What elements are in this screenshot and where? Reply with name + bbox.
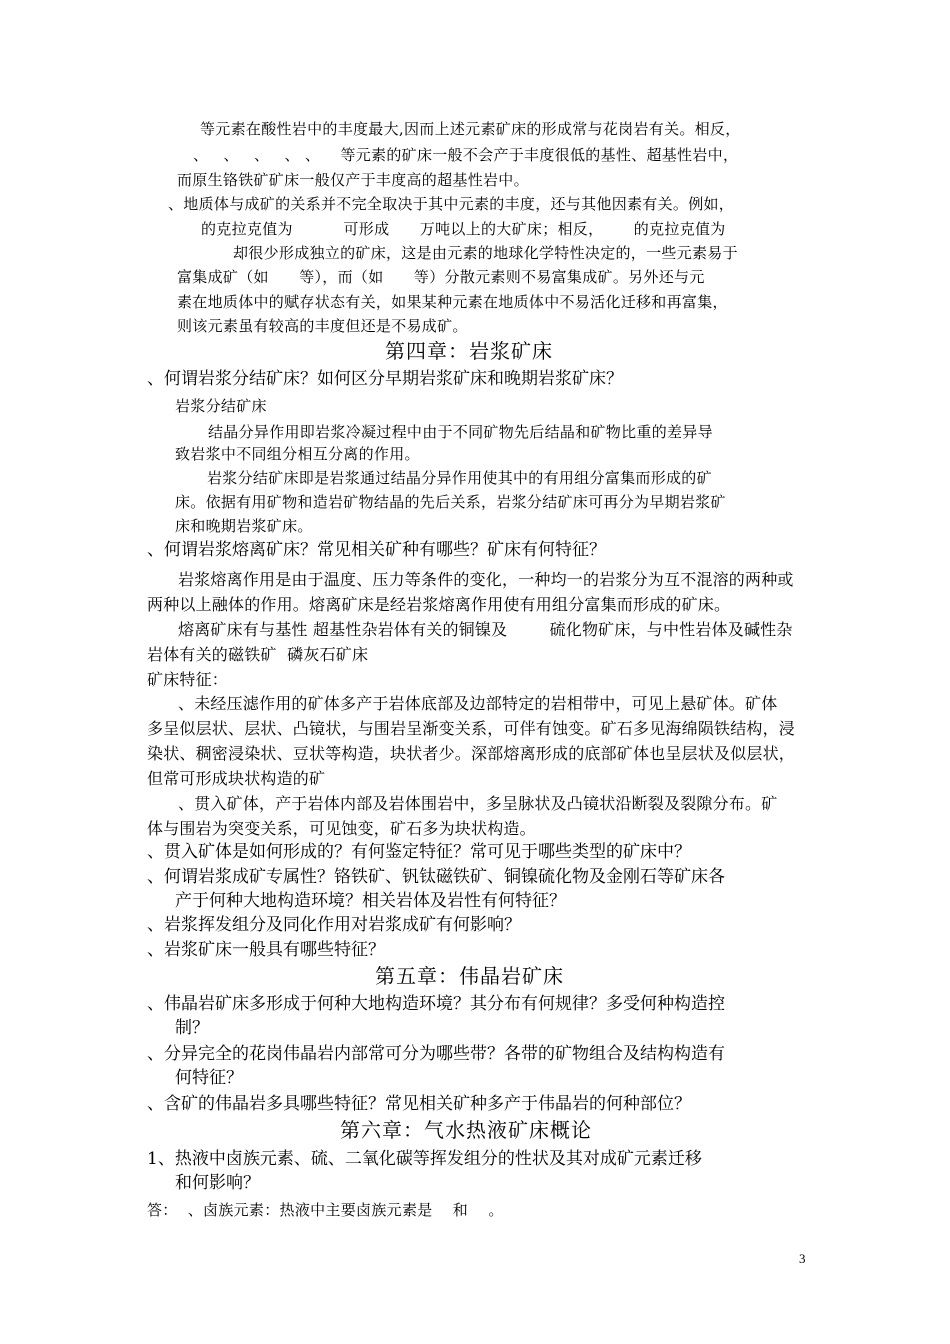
body-text-line: 染状、稠密浸染状、豆状等构造，块状者少。深部熔离形成的底部矿体也呈层状及似层状，	[147, 744, 796, 763]
question-line: 、贯入矿体是如何形成的？有何鉴定特征？常可见于哪些类型的矿床中？	[147, 842, 691, 862]
body-text-line: 床和晚期岩浆矿床。	[175, 517, 313, 535]
body-text-line: 矿床特征：	[147, 670, 229, 689]
body-text-line: 体与围岩为突变关系，可见蚀变，矿石多为块状构造。	[147, 819, 536, 838]
question-line: 、何谓岩浆熔离矿床？常见相关矿种有哪些？矿床有何特征？	[147, 540, 606, 560]
body-text-line: 两种以上融体的作用。熔离矿床是经岩浆熔离作用使有用组分富集而形成的矿床。	[147, 595, 731, 614]
question-line: 、岩浆挥发组分及同化作用对岩浆成矿有何影响？	[147, 915, 521, 935]
question-line: 和何影响？	[175, 1173, 260, 1193]
body-text-line: 岩浆熔离作用是由于温度、压力等条件的变化，一种均一的岩浆分为互不混溶的两种或	[178, 570, 794, 589]
body-text-line: 致岩浆中不同组分相互分离的作用。	[175, 445, 420, 463]
question-line: 制？	[175, 1018, 209, 1038]
chapter-heading: 第五章：伟晶岩矿床	[375, 964, 564, 988]
question-line: 、分异完全的花岗伟晶岩内部常可分为哪些带？各带的矿物组合及结构构造有	[147, 1044, 725, 1064]
question-line: 、含矿的伟晶岩多具哪些特征？常见相关矿种多产于伟晶岩的何种部位？	[147, 1094, 691, 1114]
body-text-line: 则该元素虽有较高的丰度但还是不易成矿。	[177, 317, 468, 335]
body-text-line: 结晶分异作用即岩浆冷凝过程中由于不同矿物先后结晶和矿物比重的差异导	[208, 423, 713, 441]
question-line: 、岩浆矿床一般具有哪些特征？	[147, 940, 385, 960]
body-text-line: 、 、 、 、 、 等元素的矿床一般不会产于丰度很低的基性、超基性岩中，	[193, 146, 739, 164]
body-text-line: 而原生铬铁矿矿床一般仅产于丰度高的超基性岩中。	[177, 171, 529, 189]
question-line: 何特征？	[175, 1068, 243, 1088]
question-line: 、伟晶岩矿床多形成于何种大地构造环境？其分布有何规律？多受何种构造控	[147, 994, 725, 1014]
body-text-line: 、地质体与成矿的关系并不完全取决于其中元素的丰度，还与其他因素有关。例如，	[168, 195, 735, 213]
body-text-line: 熔离矿床有与基性 超基性杂岩体有关的铜镍及 硫化物矿床，与中性岩体及碱性杂	[178, 620, 793, 639]
body-text-line: 但常可形成块状构造的矿	[147, 769, 326, 788]
answer-line: 答： 、卤族元素：热液中主要卤族元素是 和 。	[147, 1201, 504, 1219]
body-text-line: 等元素在酸性岩中的丰度最大,因而上述元素矿床的形成常与花岗岩有关。相反，	[200, 120, 741, 138]
question-line: 1、热液中卤族元素、硫、二氧化碳等挥发组分的性状及其对成矿元素迁移	[147, 1149, 702, 1169]
body-text-line: 、贯入矿体，产于岩体内部及岩体围岩中，多呈脉状及凸镜状沿断裂及裂隙分布。矿	[178, 794, 778, 813]
question-line: 、何谓岩浆分结矿床？如何区分早期岩浆矿床和晚期岩浆矿床？	[147, 369, 623, 389]
body-text-line: 岩体有关的磁铁矿 磷灰石矿床	[147, 645, 369, 664]
chapter-heading: 第四章：岩浆矿床	[385, 339, 553, 363]
question-line: 、何谓岩浆成矿专属性？铬铁矿、钒钛磁铁矿、铜镍硫化物及金刚石等矿床各	[147, 867, 725, 887]
body-text-line: 富集成矿（如 等），而（如 等）分散元素则不易富集成矿。另外还与元	[177, 268, 705, 286]
question-line: 产于何种大地构造环境？相关岩体及岩性有何特征？	[175, 891, 566, 911]
body-text-line: 、未经压滤作用的矿体多产于岩体底部及边部特定的岩相带中，可见上悬矿体。矿体	[178, 694, 778, 713]
body-text-line: 多呈似层状、层状、凸镜状，与围岩呈渐变关系，可伴有蚀变。矿石多见海绵陨铁结构，浸	[147, 719, 796, 738]
chapter-heading: 第六章：气水热液矿床概论	[340, 1118, 592, 1142]
body-text-line: 床。依据有用矿物和造岩矿物结晶的先后关系，岩浆分结矿床可再分为早期岩浆矿	[175, 493, 726, 511]
body-text-line: 却很少形成独立的矿床，这是由元素的地球化学特性决定的，一些元素易于	[233, 244, 738, 262]
body-text-line: 岩浆分结矿床即是岩浆通过结晶分异作用使其中的有用组分富集而形成的矿	[207, 469, 712, 487]
body-text-line: 的克拉克值为 可形成 万吨以上的大矿床；相反， 的克拉克值为	[201, 220, 726, 238]
page-number: 3	[799, 1251, 806, 1266]
body-text-line: 岩浆分结矿床	[175, 397, 267, 415]
body-text-line: 素在地质体中的赋存状态有关，如果某种元素在地质体中不易活化迁移和再富集，	[177, 293, 728, 311]
